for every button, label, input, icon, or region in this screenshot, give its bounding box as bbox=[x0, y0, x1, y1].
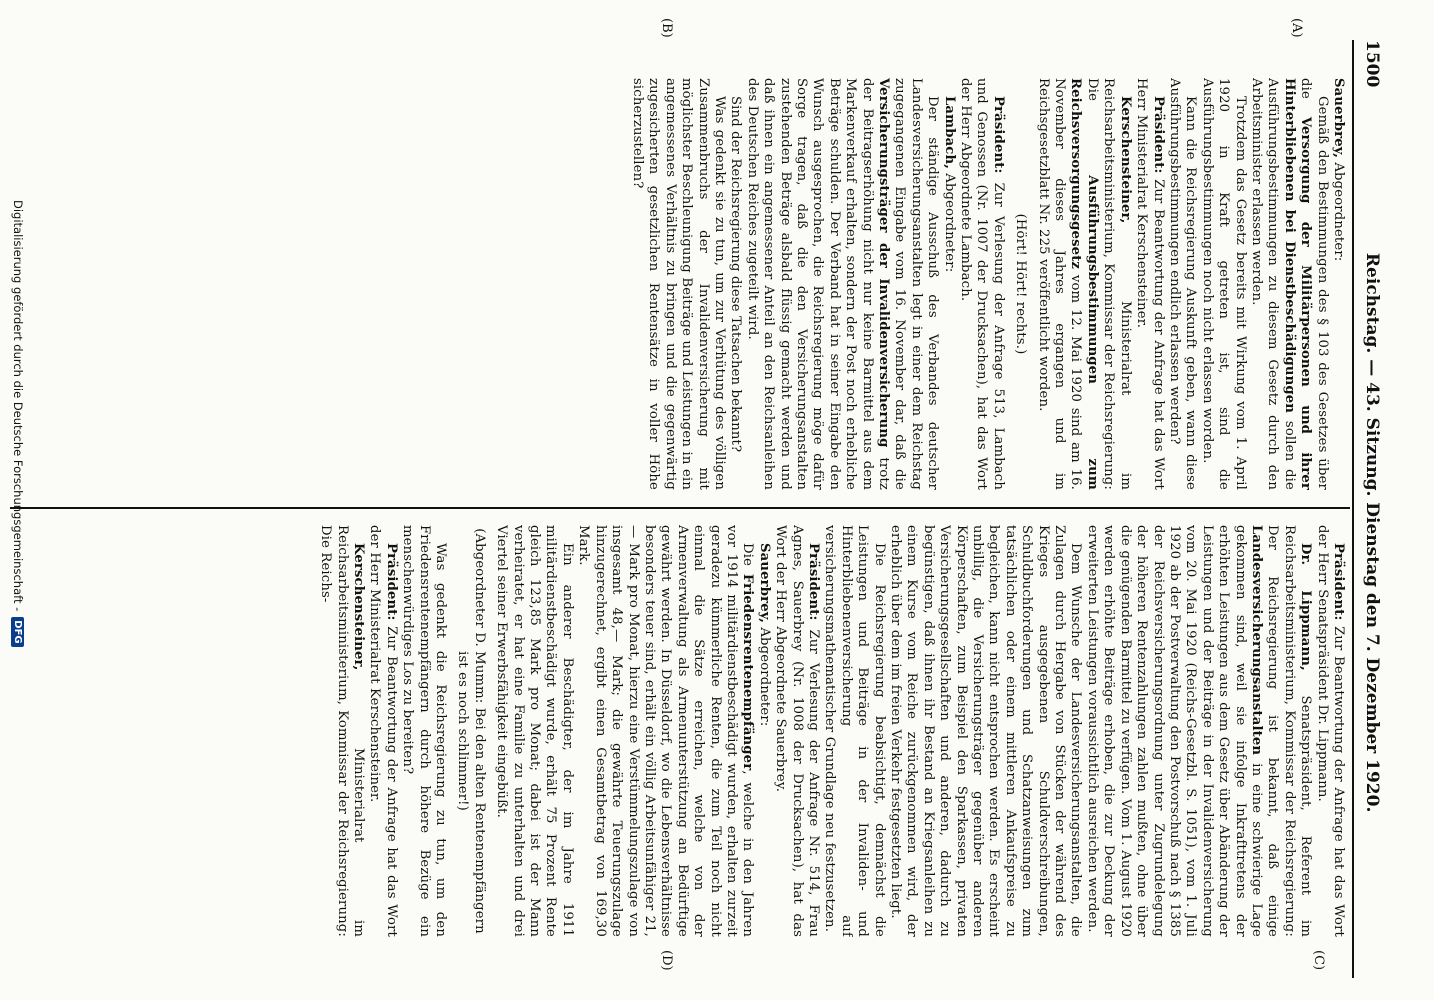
left-text-column bbox=[16, 78, 1346, 490]
dfg-logo-icon: DFG bbox=[12, 617, 25, 646]
credit-text: Digitalisierung gefördert durch die Deutsche Forschungsgemeinschaft - bbox=[11, 200, 25, 612]
paragraph bbox=[1133, 78, 1166, 490]
speaker-name: Sauerbrey, bbox=[756, 543, 772, 624]
bold-term: Ausführungsbestimmungen zum Reichsversorgungsgesetz bbox=[1068, 78, 1100, 490]
paragraph: Trotzdem das Gesetz bereits mit Wirkung vom 1. April 1920 in Kraft getreten ist, sind die Ausführungsbestimmungen noch nicht erlassen worden. bbox=[1199, 78, 1248, 490]
paragraph bbox=[575, 525, 755, 937]
interjection: (Hört! Hört! rechts.) bbox=[1013, 213, 1029, 355]
margin-marker-b: (B) bbox=[659, 18, 674, 38]
text-run: Zur Verlesung der Anfrage 513, Lambach und Genossen (Nr. 1007 der Drucksachen), hat das Wort der Herr Abgeordnete Lambach. bbox=[958, 78, 1006, 490]
paragraph bbox=[755, 525, 771, 937]
bold-term: Friedensrentenempfänger bbox=[740, 573, 756, 771]
bold-term: Versicherungsträger der Invalidenversicherung bbox=[876, 78, 892, 448]
paragraph: Ein anderer Beschädigter, der im Jahre 1911 militärdienstbeschädigt wurde, erhält 75 Prozent Rente gleich 123,85 Mark pro Monat; dabei ist der Mann verheiratet, er hat eine Familie zu unterhalten und drei Viertel seiner Erwerbsfähigkeit eingebüßt. bbox=[494, 525, 575, 937]
speech-sauerbrey-1 bbox=[1330, 78, 1346, 490]
margin-marker-c: (C) bbox=[1311, 950, 1326, 971]
column-divider bbox=[10, 507, 1350, 509]
running-header bbox=[1355, 40, 1389, 978]
speaker-name: Lambach, bbox=[941, 96, 957, 169]
speaker-role: Abgeordneter: bbox=[941, 168, 957, 273]
speaker-role: Abgeordneter: bbox=[1331, 158, 1346, 262]
text-run: , welche in den Jahren vor 1914 militärdienstbeschädigt wurden, erhalten zurzeit geradezu kümmerliche Renten, die zum Teil noch nicht einmal die Sätze erreichen, welche von der Armenverwaltung als Armenunterstützung an Bedürftige gewährt werden. In Düsseldorf, wo die Lebensverhältnisse besonders teuer sind, erhält ein völlig Arbeitsunfähiger 21,— Mark pro Monat, hierzu eine Verstümmelungszulage von insgesamt 48,— Mark; die gewährte Teuerungszulage hinzugerechnet, ergibt einen Gesamtbetrag von 169,30 Mark. bbox=[576, 525, 756, 937]
paragraph: Was gedenkt sie zu tun, um zur Verhütung des völligen Zusammenbruchs der Invalidenversicherung mit möglichster Beschleunigung Beiträge und Leistungen in ein angemessenes Verhältnis zu bringen und die gegenwärtig zugesicherten gesetzlichen Rentensätze in voller Höhe sicherzustellen? bbox=[629, 78, 727, 490]
right-text-column bbox=[16, 525, 1346, 937]
paragraph: Was gedenkt die Reichsregierung zu tun, um den Friedensrentenempfängern durch höhere Bezüge ein menschenwürdiges Los zu bereiten? bbox=[400, 525, 449, 937]
paragraph bbox=[940, 78, 956, 490]
margin-marker-a: (A) bbox=[1289, 18, 1304, 38]
text-run: Zur Beantwortung der Anfrage hat das Wort der Herr Ministerialrat Kerschensteiner. bbox=[367, 525, 399, 937]
paragraph bbox=[957, 78, 1006, 490]
paragraph: Die Reichsregierung beabsichtigt, demnächst die Leistungen und Beiträge in der Invaliden- und Hinterbliebenenversicherung auf versicherungsmathematischer Grundlage neu festzusetzen. bbox=[822, 525, 887, 937]
page-number: 1500 bbox=[1362, 40, 1382, 88]
text-run: Zur Beantwortung der Anfrage hat das Wort Herr Ministerialrat Kerschensteiner. bbox=[1134, 78, 1166, 490]
paragraph: Sind der Reichsregierung diese Tatsachen bekannt? bbox=[728, 96, 744, 453]
running-title: Reichstag. — 43. Sitzung. Dienstag den 7. Dezember 1920. bbox=[1362, 252, 1382, 813]
text-run: Zur Beantwortung der Anfrage hat das Wort der Herr Senatspräsident Dr. Lippmann. bbox=[1314, 525, 1346, 937]
text-run: Zur Verlesung der Anfrage Nr. 514, Frau Agnes, Sauerbrey (Nr. 1008 der Drucksachen), hat das Wort der Herr Abgeordnete Sauerbrey. bbox=[773, 525, 821, 937]
paragraph bbox=[366, 525, 399, 937]
paragraph: Kann die Reichsregierung Auskunft geben, wann diese Ausführungsbestimmungen endlich erlassen werden? bbox=[1166, 78, 1199, 490]
speaker-name: Präsident: bbox=[1331, 543, 1346, 621]
paragraph bbox=[743, 78, 940, 490]
speaker-name: Präsident: bbox=[383, 543, 399, 621]
text-run: vom 12. Mai 1920 sind am 16. November dieses Jahres ergangen und im Reichsgesetzblatt Nr. 225 veröffentlicht worden. bbox=[1035, 78, 1084, 490]
interjection: (Abgeordneter D. Mumm: Bei den alten Rentenempfängern ist es noch schlimmer!) bbox=[455, 528, 487, 934]
speaker-name: Dr. Lippmann, bbox=[1298, 543, 1314, 671]
margin-marker-d: (D) bbox=[659, 950, 674, 971]
paragraph bbox=[1084, 525, 1314, 937]
text-run: Ministerialrat im Reichsarbeitsministerium, Kommissar der Reichsregierung: Die bbox=[1084, 78, 1133, 490]
bold-term: Versorgung der Militärpersonen und ihrer Hinterbliebenen bei Dienstbeschädigungen bbox=[1281, 78, 1314, 490]
paragraph bbox=[317, 525, 366, 937]
digitization-credit bbox=[8, 200, 28, 980]
speaker-name: Kerschensteiner, bbox=[351, 543, 367, 671]
speaker-role: Abgeordneter: bbox=[756, 623, 772, 727]
paragraph bbox=[1313, 525, 1346, 937]
bold-term: Landesversicherungsanstalten bbox=[1248, 525, 1264, 756]
paragraph bbox=[1248, 78, 1330, 490]
speaker-name: Sauerbrey, bbox=[1331, 78, 1346, 159]
header-rule bbox=[1352, 40, 1354, 978]
text-run: Der ständige Ausschuß des Verbandes deutscher Landesversicherungsanstalten legt in einer dem Reichstag zugegangenen Eingabe vom 16. November dar, daß die bbox=[892, 78, 941, 490]
speaker-name: Kerschensteiner, bbox=[1117, 96, 1133, 224]
speaker-name: Präsident: bbox=[806, 543, 821, 621]
text-run: Ministerialrat im Reichsarbeitsministerium, Kommissar der Reichsregierung: Die Reichs- bbox=[318, 525, 367, 937]
text-run: Die bbox=[740, 543, 756, 574]
paragraph bbox=[772, 525, 821, 937]
speaker-name: Präsident: bbox=[1150, 96, 1166, 174]
paragraph: Dem Wunsche der Landesversicherungsanstalten, die Zulagen durch Hergabe von Stücken der während des Krieges ausgegebenen Schuldverschreibungen, Schuldbuchforderungen und Schatzanweisungen zum tatsächlichen oder einem mittleren Ankaufspreise zu begleichen, kann nicht entsprochen werden. Es erscheint unbillig, die Versicherungsträger gegenüber anderen Körperschaften, zum Beispiel den Sparkassen, privaten Versicherungsgesellschaften und anderen, dadurch zu begünstigen, daß ihnen ihr Bestand an Kriegsanleihen zu einem Kurse vom Reiche zurückgenommen wird, der erheblich über dem im freien Verkehr festgesetzten liegt. bbox=[888, 525, 1084, 937]
text-run: Senatspräsident, Referent im Reichsarbeitsministerium, Kommissar der Reichsregierung: Der Reichsregierung ist bekannt, daß einige bbox=[1265, 525, 1314, 937]
text-run: in eine schwierige Lage gekommen sind, weil sie infolge Inkrafttretens der erhöhten Leistungen aus dem Gesetz über Abänderung der Leistungen und der Beiträge in der Invalidenversicherung vom 20. Mai 1920 (Reichs-Gesetzbl. S. 1051), vom 1. Juli 1920 ab der Postverwaltung den Postvorschuß nach § 1385 der Reichsversicherungsordnung unter Zugrundelegung der höheren Rentenzahlungen zahlen mußten, ohne über die genügenden Barmittel zu verfügen. Vom 1. August 1920 werden erhöhte Beiträge erhoben, die zur Deckung der erweiterten Leistungen voraussichtlich ausreichen werden. bbox=[1084, 525, 1264, 937]
paragraph bbox=[1034, 78, 1132, 490]
text-run: Gemäß den Bestimmungen des § 103 des Gesetzes über die bbox=[1298, 78, 1330, 490]
speaker-name: Präsident: bbox=[990, 96, 1006, 174]
text-run: sollen die Ausführungsbestimmungen zu diesem Gesetz durch den Arbeitsminister erlassen werden. bbox=[1248, 78, 1297, 490]
text-run: trotz der Beitragserhöhung nicht nur keine Barmittel aus dem Markenverkauf erhalten, sondern der Post noch erhebliche Beträge schulden. Der Verband hat in seiner Eingabe den Wunsch ausgesprochen, die Reichsregierung möge dafür Sorge tragen, daß die den Versicherungsanstalten zustehenden Beträge alsbald flüssig gemacht werden und daß ihnen ein angemessener Anteil an den Reichsanleihen des Deutschen Reiches zugeteilt wird. bbox=[744, 78, 892, 490]
